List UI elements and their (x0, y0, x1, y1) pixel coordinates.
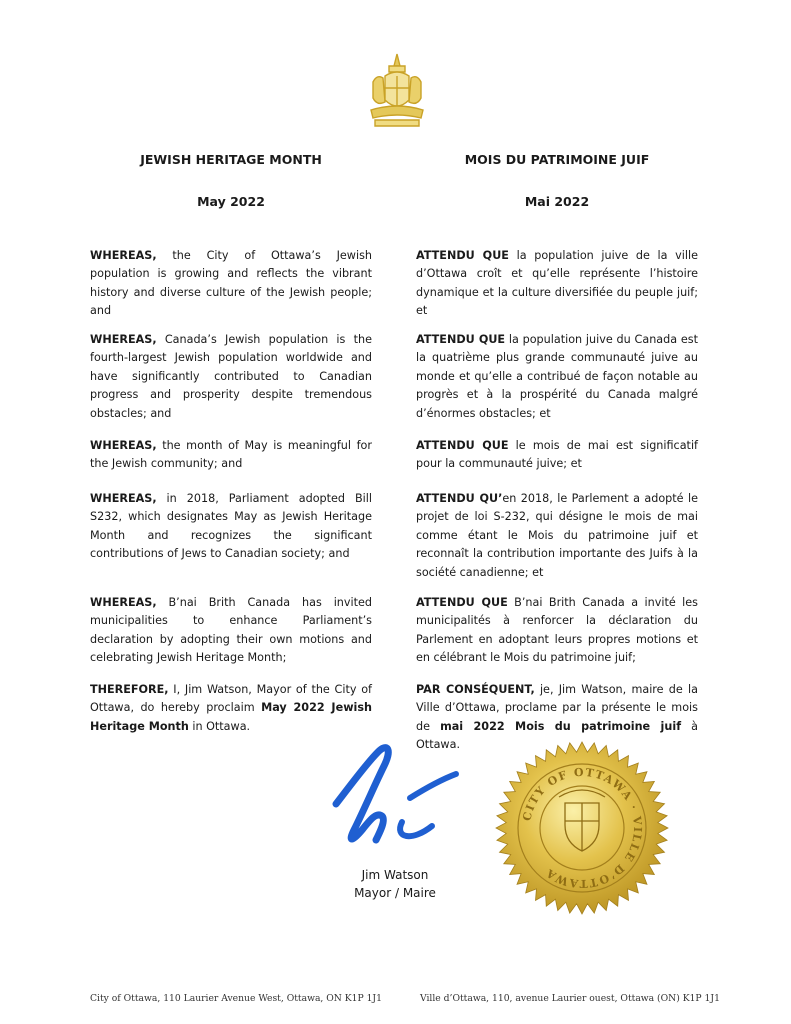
french-footer-address: Ville d’Ottawa, 110, avenue Laurier ouest, Ottawa (ON) K1P 1J1 (420, 993, 720, 1004)
paragraph-text: in 2018, Parliament adopted Bill S232, which designates May as Jewish Heritage Month and recognizes the significant contributions of Jews to Canadian society; and (90, 492, 372, 561)
gold-seal-icon (495, 741, 669, 915)
signer-name: Jim Watson (361, 868, 429, 882)
paragraph-lead: WHEREAS, (90, 249, 157, 262)
paragraph-text: B’nai Brith Canada has invited municipalities to enhance Parliament’s declaration by adopting their own motions and celebrating Jewish Heritage Month; (90, 596, 372, 665)
paragraph-lead: WHEREAS, (90, 333, 157, 346)
conclusion-text-end: à Ottawa. (416, 719, 698, 752)
paragraph-lead: WHEREAS, (90, 596, 157, 609)
french-paragraph-1 (416, 247, 698, 321)
english-footer-address: City of Ottawa, 110 Laurier Avenue West, Ottawa, ON K1P 1J1 (90, 993, 382, 1004)
english-date: May 2022 (197, 194, 265, 209)
conclusion-text: je, Jim Watson, maire de la Ville d’Ottawa, proclame par la présente le mois de (416, 683, 698, 733)
french-title: MOIS DU PATRIMOINE JUIF (464, 152, 650, 167)
mayor-signature-icon (322, 738, 472, 858)
french-date: Mai 2022 (524, 194, 590, 209)
signer-block (330, 866, 460, 902)
paragraph-lead: ATTENDU QUE (416, 596, 508, 609)
paragraph-text: la population juive du Canada est la quatrième plus grande communauté juive au monde et qu’elle a contribué de façon notable au progrès et à la prospérité du Canada malgré d’énormes obstacles; et (416, 333, 698, 420)
french-paragraph-5 (416, 594, 698, 668)
seal-text: CITY OF OTTAWA · VILLE D’OTTAWA (520, 765, 645, 891)
english-paragraph-3 (90, 437, 372, 474)
paragraph-text: le mois de mai est significatif pour la communauté juive; et (416, 439, 698, 471)
conclusion-lead: PAR CONSÉQUENT, (416, 683, 535, 696)
paragraph-text: Canada’s Jewish population is the fourth-largest Jewish population worldwide and have significantly contributed to Canadian progress and prosperity despite tremendous obstacles; and (90, 333, 372, 420)
paragraph-lead: ATTENDU QUE (416, 249, 509, 262)
paragraph-text: en 2018, le Parlement a adopté le projet de loi S-232, qui désigne le mois de mai comme étant le Mois du patrimoine juif et reconnaît la contribution importante des Juifs à la société canadienne; et (416, 492, 698, 579)
english-conclusion (90, 681, 372, 736)
french-paragraph-3 (416, 437, 698, 474)
french-paragraph-2 (416, 331, 698, 423)
paragraph-lead: WHEREAS, (90, 492, 157, 505)
english-paragraph-2 (90, 331, 372, 423)
conclusion-text: I, Jim Watson, Mayor of the City of Ottawa, do hereby proclaim (90, 683, 372, 715)
paragraph-text: B’nai Brith Canada a invité les municipalités à renforcer la déclaration du Parlement en adoptant leurs propres motions et en célébrant le Mois du patrimoine juif; (416, 596, 698, 665)
english-paragraph-1 (90, 247, 372, 321)
english-title: JEWISH HERITAGE MONTH (140, 152, 322, 167)
conclusion-lead: THEREFORE, (90, 683, 169, 696)
english-paragraph-4 (90, 490, 372, 564)
paragraph-text: la population juive de la ville d’Ottawa croît et qu’elle représente l’histoire dynamique et la culture diversifiée du peuple juif; et (416, 249, 699, 318)
city-crest-icon (367, 52, 427, 130)
english-column (90, 150, 372, 733)
french-column (416, 150, 699, 752)
conclusion-highlight: May 2022 Jewish Heritage Month (90, 701, 372, 733)
english-paragraph-5 (90, 594, 372, 668)
paragraph-lead: WHEREAS, (90, 439, 157, 452)
paragraph-lead: ATTENDU QUE (416, 333, 506, 346)
paragraph-text: the month of May is meaningful for the Jewish community; and (90, 439, 372, 471)
signer-title: Mayor / Maire (354, 886, 436, 900)
paragraph-lead: ATTENDU QUE (416, 439, 509, 452)
paragraph-lead: ATTENDU QU’ (416, 492, 503, 505)
conclusion-highlight: mai 2022 Mois du patrimoine juif (440, 719, 682, 733)
french-paragraph-4 (416, 490, 698, 582)
conclusion-text-end: in Ottawa. (188, 719, 251, 733)
paragraph-text: the City of Ottawa’s Jewish population is growing and reflects the vibrant history and diverse culture of the Jewish people; and (90, 249, 372, 318)
